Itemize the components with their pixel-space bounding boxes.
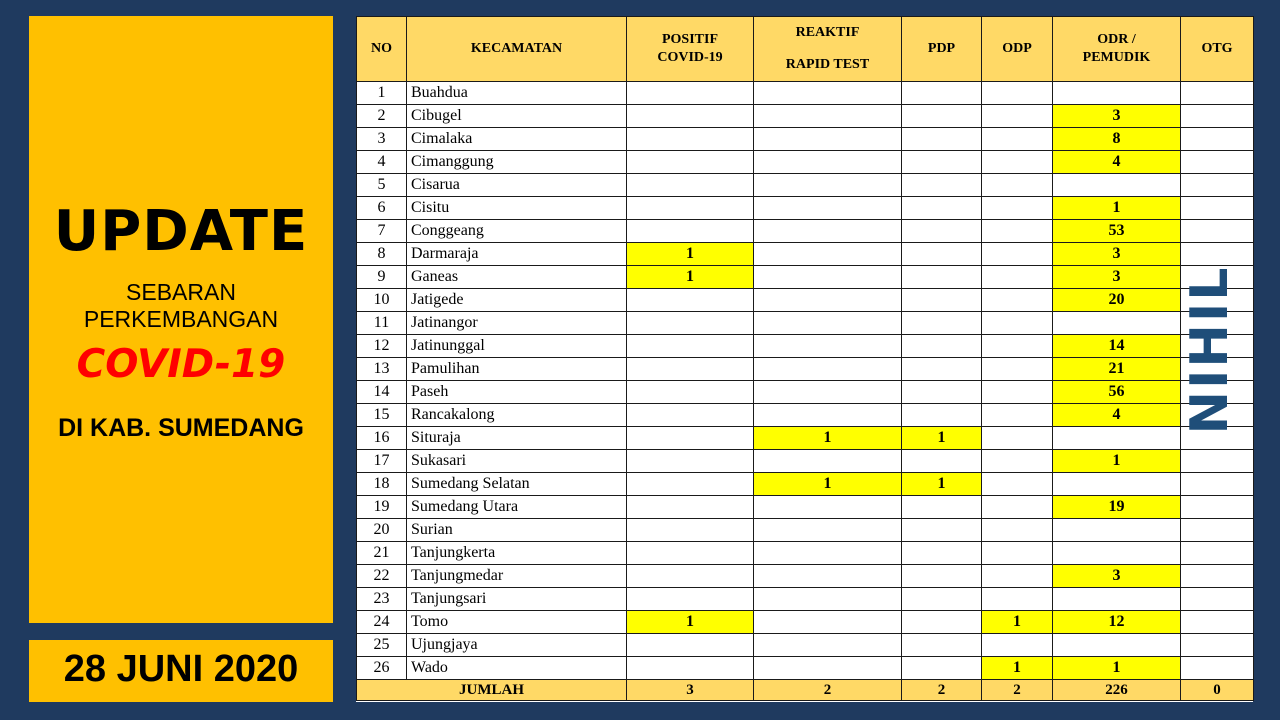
positif-cell [627, 105, 754, 128]
header-odr [1053, 17, 1181, 82]
total-reaktif: 2 [754, 680, 902, 701]
pdp-cell [902, 404, 982, 427]
kecamatan-name: Darmaraja [407, 243, 627, 266]
positif-cell [627, 634, 754, 657]
pdp-cell [902, 565, 982, 588]
odr-cell [1053, 82, 1181, 105]
reaktif-cell [754, 82, 902, 105]
total-odr: 226 [1053, 680, 1181, 701]
table-row [357, 243, 1254, 266]
odp-cell [982, 542, 1053, 565]
header-reaktif-line-2: RAPID TEST [785, 57, 870, 72]
otg-nihil-note [1180, 260, 1240, 440]
row-number: 3 [357, 128, 407, 151]
reaktif-cell [754, 312, 902, 335]
reaktif-cell [754, 174, 902, 197]
kecamatan-name: Cimanggung [407, 151, 627, 174]
positif-cell [627, 197, 754, 220]
kecamatan-name: Cisarua [407, 174, 627, 197]
positif-cell [627, 335, 754, 358]
odr-cell: 12 [1053, 611, 1181, 634]
kecamatan-name: Tomo [407, 611, 627, 634]
table-row [357, 335, 1254, 358]
header-odr-line-2: PEMUDIK [1082, 50, 1151, 65]
row-number: 21 [357, 542, 407, 565]
kecamatan-name: Ujungjaya [407, 634, 627, 657]
pdp-cell: 1 [902, 473, 982, 496]
odp-cell [982, 266, 1053, 289]
positif-cell [627, 496, 754, 519]
header-positif-line-2: COVID-19 [657, 50, 723, 65]
odp-cell [982, 105, 1053, 128]
header-reaktif-line-1: REAKTIF [795, 25, 860, 40]
positif-cell [627, 519, 754, 542]
table-row [357, 565, 1254, 588]
kecamatan-name: Ganeas [407, 266, 627, 289]
header-pdp: PDP [902, 17, 982, 82]
odr-cell: 1 [1053, 450, 1181, 473]
reaktif-cell [754, 634, 902, 657]
subtitle-line-1: SEBARAN [126, 279, 236, 305]
kecamatan-name: Cisitu [407, 197, 627, 220]
positif-cell [627, 450, 754, 473]
odp-cell [982, 174, 1053, 197]
odp-cell [982, 197, 1053, 220]
reaktif-cell [754, 197, 902, 220]
table-row [357, 404, 1254, 427]
table-row [357, 266, 1254, 289]
row-number: 24 [357, 611, 407, 634]
otg-cell [1181, 588, 1254, 611]
table-row [357, 151, 1254, 174]
pdp-cell [902, 657, 982, 680]
total-row [357, 680, 1254, 701]
header-otg: OTG [1181, 17, 1254, 82]
kecamatan-name: Situraja [407, 427, 627, 450]
row-number: 26 [357, 657, 407, 680]
kecamatan-name: Cibugel [407, 105, 627, 128]
odp-cell: 1 [982, 611, 1053, 634]
odr-cell: 3 [1053, 565, 1181, 588]
positif-cell [627, 312, 754, 335]
otg-cell [1181, 197, 1254, 220]
table-row [357, 128, 1254, 151]
odr-cell: 3 [1053, 266, 1181, 289]
kecamatan-name: Buahdua [407, 82, 627, 105]
subtitle-line-2: PERKEMBANGAN [83, 306, 279, 332]
row-number: 9 [357, 266, 407, 289]
odr-cell: 21 [1053, 358, 1181, 381]
odp-cell [982, 128, 1053, 151]
odp-cell [982, 588, 1053, 611]
table-row [357, 634, 1254, 657]
kecamatan-name: Pamulihan [407, 358, 627, 381]
positif-cell [627, 289, 754, 312]
reaktif-cell [754, 588, 902, 611]
data-table [356, 16, 1254, 701]
odr-cell: 20 [1053, 289, 1181, 312]
reaktif-cell [754, 657, 902, 680]
positif-cell [627, 427, 754, 450]
kecamatan-name: Sukasari [407, 450, 627, 473]
odp-cell [982, 496, 1053, 519]
reaktif-cell [754, 128, 902, 151]
positif-cell: 1 [627, 266, 754, 289]
otg-cell [1181, 634, 1254, 657]
reaktif-cell [754, 220, 902, 243]
title-panel [29, 16, 333, 623]
otg-cell [1181, 542, 1254, 565]
kecamatan-name: Sumedang Utara [407, 496, 627, 519]
odp-cell [982, 519, 1053, 542]
row-number: 11 [357, 312, 407, 335]
odp-cell [982, 450, 1053, 473]
odr-cell [1053, 634, 1181, 657]
reaktif-cell [754, 381, 902, 404]
row-number: 18 [357, 473, 407, 496]
data-table-container [356, 16, 1253, 702]
odp-cell: 1 [982, 657, 1053, 680]
table-row [357, 427, 1254, 450]
reaktif-cell [754, 289, 902, 312]
positif-cell [627, 82, 754, 105]
odr-cell: 8 [1053, 128, 1181, 151]
pdp-cell [902, 151, 982, 174]
odr-cell: 4 [1053, 404, 1181, 427]
positif-cell [627, 174, 754, 197]
otg-cell [1181, 496, 1254, 519]
positif-cell [627, 151, 754, 174]
odp-cell [982, 82, 1053, 105]
otg-cell [1181, 174, 1254, 197]
table-row [357, 220, 1254, 243]
reaktif-cell [754, 151, 902, 174]
covid-title: COVID-19 [76, 342, 286, 387]
reaktif-cell [754, 519, 902, 542]
header-kecamatan: KECAMATAN [407, 17, 627, 82]
reaktif-cell [754, 335, 902, 358]
reaktif-cell [754, 243, 902, 266]
odp-cell [982, 565, 1053, 588]
row-number: 22 [357, 565, 407, 588]
positif-cell [627, 588, 754, 611]
row-number: 12 [357, 335, 407, 358]
pdp-cell [902, 381, 982, 404]
reaktif-cell: 1 [754, 427, 902, 450]
region-label: DI KAB. SUMEDANG [58, 414, 304, 442]
table-row [357, 381, 1254, 404]
row-number: 10 [357, 289, 407, 312]
header-odr-line-1: ODR / [1097, 32, 1136, 47]
kecamatan-name: Sumedang Selatan [407, 473, 627, 496]
pdp-cell [902, 105, 982, 128]
otg-cell [1181, 151, 1254, 174]
header-positif-line-1: POSITIF [661, 32, 718, 47]
positif-cell [627, 358, 754, 381]
header-positif [627, 17, 754, 82]
kecamatan-name: Tanjungkerta [407, 542, 627, 565]
positif-cell [627, 542, 754, 565]
total-odp: 2 [982, 680, 1053, 701]
table-row [357, 82, 1254, 105]
otg-cell [1181, 611, 1254, 634]
kecamatan-name: Wado [407, 657, 627, 680]
date-panel [29, 640, 333, 702]
odp-cell [982, 312, 1053, 335]
odr-cell: 14 [1053, 335, 1181, 358]
pdp-cell [902, 588, 982, 611]
table-row [357, 450, 1254, 473]
odr-cell: 1 [1053, 657, 1181, 680]
odr-cell [1053, 542, 1181, 565]
reaktif-cell [754, 266, 902, 289]
date-label: 28 JUNI 2020 [63, 648, 299, 690]
pdp-cell [902, 496, 982, 519]
kecamatan-name: Rancakalong [407, 404, 627, 427]
row-number: 15 [357, 404, 407, 427]
table-row [357, 542, 1254, 565]
pdp-cell [902, 335, 982, 358]
odp-cell [982, 358, 1053, 381]
positif-cell: 1 [627, 611, 754, 634]
total-label: JUMLAH [357, 680, 627, 701]
positif-cell [627, 128, 754, 151]
table-row [357, 105, 1254, 128]
odp-cell [982, 427, 1053, 450]
pdp-cell [902, 634, 982, 657]
pdp-cell [902, 519, 982, 542]
kecamatan-name: Jatinunggal [407, 335, 627, 358]
kecamatan-name: Surian [407, 519, 627, 542]
row-number: 7 [357, 220, 407, 243]
reaktif-cell [754, 565, 902, 588]
row-number: 13 [357, 358, 407, 381]
reaktif-cell [754, 542, 902, 565]
otg-cell [1181, 450, 1254, 473]
table-row [357, 611, 1254, 634]
odr-cell [1053, 473, 1181, 496]
positif-cell [627, 657, 754, 680]
table-row [357, 174, 1254, 197]
table-row [357, 358, 1254, 381]
pdp-cell [902, 82, 982, 105]
table-row [357, 197, 1254, 220]
row-number: 8 [357, 243, 407, 266]
odr-cell: 53 [1053, 220, 1181, 243]
odp-cell [982, 243, 1053, 266]
row-number: 19 [357, 496, 407, 519]
pdp-cell [902, 542, 982, 565]
pdp-cell [902, 450, 982, 473]
pdp-cell [902, 220, 982, 243]
row-number: 4 [357, 151, 407, 174]
reaktif-cell [754, 404, 902, 427]
row-number: 5 [357, 174, 407, 197]
row-number: 17 [357, 450, 407, 473]
otg-cell [1181, 565, 1254, 588]
pdp-cell [902, 128, 982, 151]
odp-cell [982, 220, 1053, 243]
otg-cell [1181, 657, 1254, 680]
pdp-cell [902, 266, 982, 289]
odr-cell [1053, 588, 1181, 611]
kecamatan-name: Cimalaka [407, 128, 627, 151]
pdp-cell [902, 358, 982, 381]
positif-cell [627, 473, 754, 496]
odr-cell [1053, 174, 1181, 197]
odr-cell: 3 [1053, 243, 1181, 266]
odr-cell: 3 [1053, 105, 1181, 128]
odr-cell [1053, 312, 1181, 335]
subtitle [29, 279, 333, 333]
pdp-cell [902, 243, 982, 266]
pdp-cell [902, 611, 982, 634]
table-row [357, 312, 1254, 335]
total-positif: 3 [627, 680, 754, 701]
kecamatan-name: Jatinangor [407, 312, 627, 335]
odp-cell [982, 289, 1053, 312]
row-number: 25 [357, 634, 407, 657]
header-odp: ODP [982, 17, 1053, 82]
odr-cell [1053, 519, 1181, 542]
odp-cell [982, 473, 1053, 496]
otg-cell [1181, 105, 1254, 128]
table-row [357, 657, 1254, 680]
table-row [357, 588, 1254, 611]
otg-cell [1181, 128, 1254, 151]
row-number: 16 [357, 427, 407, 450]
row-number: 23 [357, 588, 407, 611]
otg-cell [1181, 82, 1254, 105]
row-number: 1 [357, 82, 407, 105]
pdp-cell [902, 289, 982, 312]
reaktif-cell [754, 358, 902, 381]
otg-cell [1181, 473, 1254, 496]
row-number: 6 [357, 197, 407, 220]
reaktif-cell [754, 450, 902, 473]
kecamatan-name: Paseh [407, 381, 627, 404]
reaktif-cell [754, 611, 902, 634]
reaktif-cell: 1 [754, 473, 902, 496]
table-row [357, 473, 1254, 496]
odr-cell: 4 [1053, 151, 1181, 174]
total-pdp: 2 [902, 680, 982, 701]
reaktif-cell [754, 105, 902, 128]
positif-cell [627, 220, 754, 243]
row-number: 2 [357, 105, 407, 128]
header-reaktif [754, 17, 902, 82]
otg-cell [1181, 220, 1254, 243]
table-header-row [357, 17, 1254, 82]
positif-cell [627, 404, 754, 427]
pdp-cell: 1 [902, 427, 982, 450]
kecamatan-name: Conggeang [407, 220, 627, 243]
pdp-cell [902, 312, 982, 335]
otg-nihil-text: NIHIL [1180, 265, 1240, 435]
pdp-cell [902, 197, 982, 220]
row-number: 20 [357, 519, 407, 542]
positif-cell: 1 [627, 243, 754, 266]
odp-cell [982, 404, 1053, 427]
odr-cell: 1 [1053, 197, 1181, 220]
odr-cell [1053, 427, 1181, 450]
kecamatan-name: Tanjungmedar [407, 565, 627, 588]
kecamatan-name: Tanjungsari [407, 588, 627, 611]
odr-cell: 56 [1053, 381, 1181, 404]
odp-cell [982, 634, 1053, 657]
reaktif-cell [754, 496, 902, 519]
table-row [357, 289, 1254, 312]
odp-cell [982, 335, 1053, 358]
table-row [357, 496, 1254, 519]
otg-cell [1181, 519, 1254, 542]
total-otg: 0 [1181, 680, 1254, 701]
header-no: NO [357, 17, 407, 82]
odr-cell: 19 [1053, 496, 1181, 519]
row-number: 14 [357, 381, 407, 404]
odp-cell [982, 151, 1053, 174]
positif-cell [627, 565, 754, 588]
positif-cell [627, 381, 754, 404]
table-row [357, 519, 1254, 542]
odp-cell [982, 381, 1053, 404]
update-title: UPDATE [53, 199, 309, 264]
pdp-cell [902, 174, 982, 197]
kecamatan-name: Jatigede [407, 289, 627, 312]
